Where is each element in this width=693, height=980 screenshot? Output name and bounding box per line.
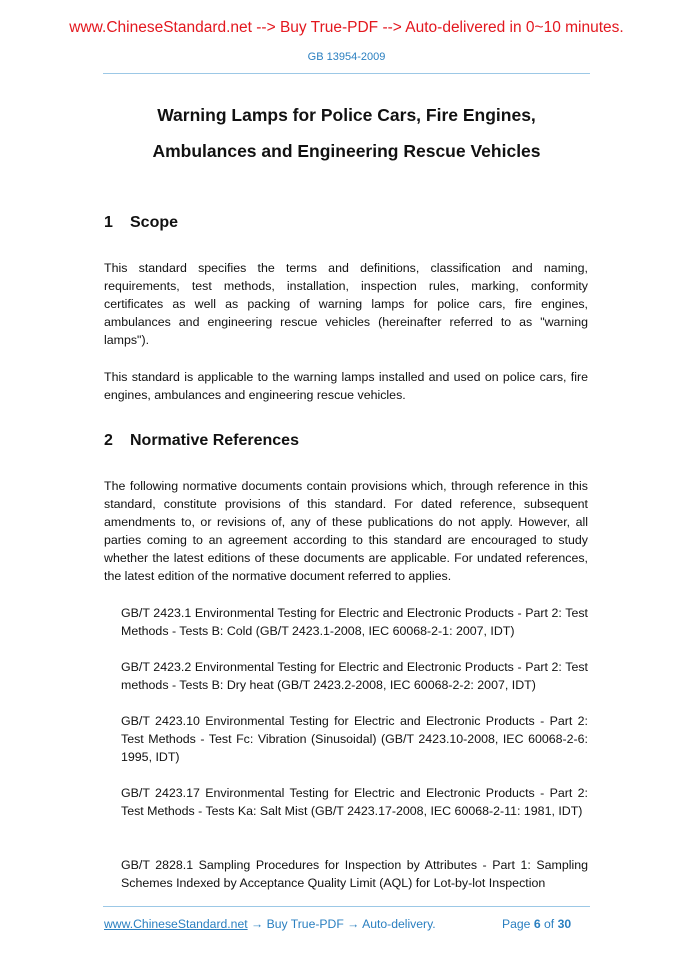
page-total: 30 — [557, 917, 572, 931]
section-title: Normative References — [130, 432, 299, 449]
section-heading-normative-references — [104, 431, 299, 451]
header-divider — [103, 73, 590, 74]
page-of-label: of — [544, 917, 555, 931]
promo-banner[interactable]: www.ChineseStandard.net --> Buy True-PDF --> Auto-delivered in 0~10 minutes. — [69, 19, 624, 36]
document-title-line-1: Warning Lamps for Police Cars, Fire Engines, — [157, 105, 536, 125]
page-indicator — [502, 916, 571, 932]
section-heading-scope — [104, 213, 178, 233]
reference-item: GB/T 2423.2 Environmental Testing for Electric and Electronic Products - Part 2: Test methods - Tests B: Dry heat (GB/T 2423.2-2008, IEC 60068-2-2: 2007, IDT) — [121, 660, 588, 692]
footer-divider — [103, 906, 590, 907]
reference-item: GB/T 2423.10 Environmental Testing for Electric and Electronic Products - Part 2: Test Methods - Test Fc: Vibration (Sinusoidal) (GB/T 2423.10-2008, IEC 60068-2-6: 1995, IDT) — [121, 714, 588, 764]
page-current: 6 — [533, 917, 541, 931]
footer-site-link[interactable]: www.ChineseStandard.net — [104, 917, 248, 931]
scope-paragraph-1: This standard specifies the terms and definitions, classification and naming, requirements, test methods, installation, inspection rules, marking, conformity certificates as well as packing of warning lamps for police cars, fire engines, ambulances and engineering rescue vehicles (hereinafter referred to as "warning lamps"). — [104, 261, 588, 347]
document-title-line-2: Ambulances and Engineering Rescue Vehicles — [152, 141, 541, 161]
reference-item: GB/T 2423.17 Environmental Testing for Electric and Electronic Products - Part 2: Test Methods - Tests Ka: Salt Mist (GB/T 2423.17-2008, IEC 60068-2-11: 1981, IDT) — [121, 786, 588, 818]
normative-references-paragraph: The following normative documents contain provisions which, through reference in this standard, constitute provisions of this standard. For dated reference, subsequent amendments to, or revisions of, any of these publications do not apply. However, all parties coming to an agreement according to this standard are encouraged to study whether the latest editions of these documents are applicable. For undated references, the latest edition of the normative document referred to applies. — [104, 479, 588, 583]
scope-paragraph-2: This standard is applicable to the warning lamps installed and used on police cars, fire engines, ambulances and engineering rescue vehicles. — [104, 370, 588, 402]
reference-item: GB/T 2828.1 Sampling Procedures for Inspection by Attributes - Part 1: Sampling Schemes Indexed by Acceptance Quality Limit (AQL) for Lot-by-lot Inspection — [121, 858, 588, 890]
footer-promo — [104, 916, 436, 932]
section-title: Scope — [130, 214, 179, 231]
footer-tagline: → Buy True-PDF → Auto-delivery. — [247, 917, 436, 931]
standard-code: GB 13954-2009 — [307, 51, 386, 63]
section-number: 2 — [104, 432, 113, 449]
section-number: 1 — [104, 214, 113, 231]
page-label: Page — [502, 917, 531, 931]
reference-item: GB/T 2423.1 Environmental Testing for Electric and Electronic Products - Part 2: Test Methods - Tests B: Cold (GB/T 2423.1-2008, IEC 60068-2-1: 2007, IDT) — [121, 606, 588, 638]
